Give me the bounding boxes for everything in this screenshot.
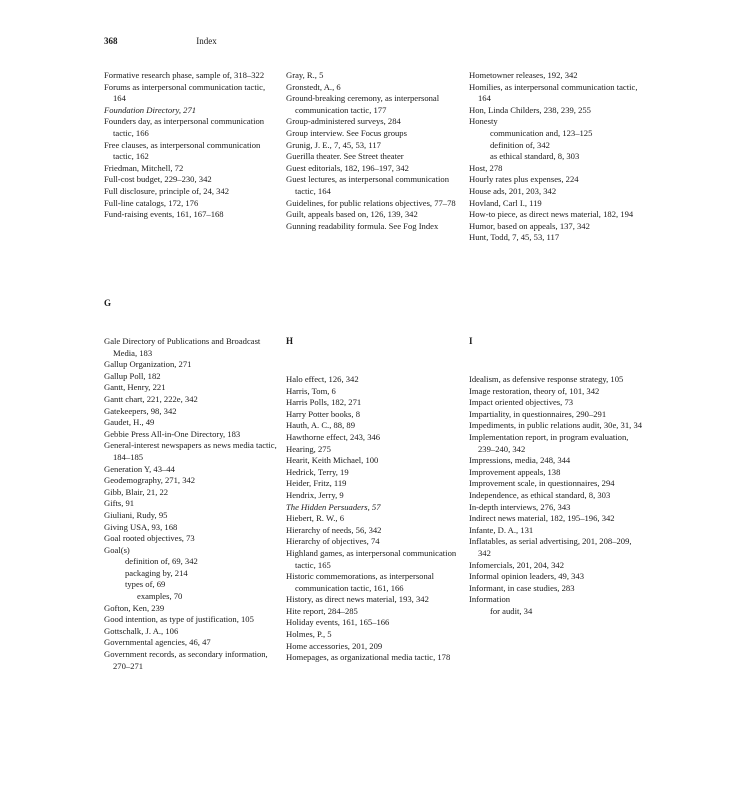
index-entry: Infante, D. A., 131: [469, 524, 534, 535]
index-entry: Friedman, Mitchell, 72: [104, 162, 184, 173]
index-subentry: definition of, 342: [490, 139, 550, 150]
index-entry: Fund-raising events, 161, 167–168: [104, 209, 224, 220]
index-entry: Impressions, media, 248, 344: [469, 455, 571, 466]
index-column-h: [286, 374, 461, 664]
index-entry: Governmental agencies, 46, 47: [104, 637, 211, 648]
index-entry: Full disclosure, principle of, 24, 342: [104, 185, 230, 196]
page-number: 368: [104, 36, 118, 46]
index-entry: Hite report, 284–285: [286, 605, 358, 616]
index-entry: Guerilla theater. See Street theater: [286, 151, 404, 162]
index-entry: Heider, Fritz, 119: [286, 478, 347, 489]
index-entry: Gebbie Press All-in-One Directory, 183: [104, 428, 241, 439]
index-entry: Geodemography, 271, 342: [104, 475, 196, 486]
index-entry: Guilt, appeals based on, 126, 139, 342: [286, 209, 418, 220]
index-entry: Infomercials, 201, 204, 342: [469, 559, 564, 570]
index-entry: Hon, Linda Childers, 238, 239, 255: [469, 104, 591, 115]
index-entry: Gibb, Blair, 21, 22: [104, 486, 169, 497]
index-entry: Group interview. See Focus groups: [286, 127, 407, 138]
index-entry: Hiebert, R. W., 6: [286, 513, 345, 524]
index-entry: Foundation Directory, 271: [104, 104, 197, 115]
index-entry: Grunig, J. E., 7, 45, 53, 117: [286, 139, 381, 150]
index-entry: Hierarchy of objectives, 74: [286, 536, 380, 547]
index-entry: Implementation report, in program evaluation, 239–240, 342: [469, 431, 629, 454]
index-entry: Hunt, Todd, 7, 45, 53, 117: [469, 232, 560, 243]
index-entry: Hierarchy of needs, 56, 342: [286, 524, 382, 535]
index-entry: Harry Potter books, 8: [286, 408, 360, 419]
page-header: [104, 36, 217, 46]
index-entry: Harris, Tom, 6: [286, 385, 336, 396]
index-entry: Gronstedt, A., 6: [286, 81, 341, 92]
section-letter-h: H: [286, 336, 294, 346]
index-entry: Generation Y, 43–44: [104, 463, 175, 474]
index-entry: How-to piece, as direct news material, 182, 194: [469, 209, 634, 220]
index-entry: Image restoration, theory of, 101, 342: [469, 385, 600, 396]
index-entry: Guest editorials, 182, 196–197, 342: [286, 162, 409, 173]
index-subentry: communication and, 123–125: [490, 127, 593, 138]
index-entry: Information: [469, 594, 511, 605]
index-entry: Hedrick, Terry, 19: [286, 466, 349, 477]
index-entry: Homilies, as interpersonal communication tactic, 164: [469, 81, 638, 104]
index-entry: Independence, as ethical standard, 8, 303: [469, 489, 611, 500]
section-letter-g: G: [104, 298, 112, 308]
index-entry: Good intention, as type of justification, 105: [104, 614, 254, 625]
index-subentry: for audit, 34: [490, 605, 533, 616]
index-entry: Gallup Poll, 182: [104, 370, 161, 381]
index-entry: Hearing, 275: [286, 443, 331, 454]
index-entry: Holmes, P., 5: [286, 629, 332, 640]
index-entry: Gaudet, H., 49: [104, 417, 155, 428]
index-entry: Highland games, as interpersonal communication tactic, 165: [286, 547, 457, 570]
index-entry: Founders day, as interpersonal communication tactic, 166: [104, 116, 265, 138]
running-head: Index: [196, 36, 217, 46]
index-entry: Hearit, Keith Michael, 100: [286, 455, 379, 466]
index-entry: In-depth interviews, 276, 343: [469, 501, 571, 512]
index-entry: House ads, 201, 203, 342: [469, 185, 557, 196]
index-entry: Humor, based on appeals, 137, 342: [469, 220, 590, 231]
index-subentry: definition of, 69, 342: [125, 556, 198, 567]
index-entry: Gatekeepers, 98, 342: [104, 405, 177, 416]
index-entry: Hometowner releases, 192, 342: [469, 70, 578, 80]
index-subentry: as ethical standard, 8, 303: [490, 151, 580, 162]
index-entry: Hauth, A. C., 88, 89: [286, 420, 355, 431]
index-entry: Forums as interpersonal communication tactic, 164: [104, 81, 266, 104]
index-entry: Government records, as secondary information, 270–271: [104, 649, 268, 671]
index-entry: Giving USA, 93, 168: [104, 521, 178, 532]
index-entry: Harris Polls, 182, 271: [286, 397, 362, 408]
index-entry: Indirect news material, 182, 195–196, 342: [469, 513, 615, 524]
index-entry: Halo effect, 126, 342: [286, 374, 359, 384]
index-column-f: [104, 70, 279, 221]
section-letter-i: I: [469, 336, 473, 346]
index-entry: Impact oriented objectives, 73: [469, 397, 574, 408]
index-entry: Informant, in case studies, 283: [469, 582, 575, 593]
index-entry: Impediments, in public relations audit, 30e, 31, 34: [469, 420, 643, 431]
index-entry: Ground-breaking ceremony, as interpersonal communication tactic, 177: [286, 93, 440, 115]
index-column-g-continued: [286, 70, 461, 232]
index-entry: Homepages, as organizational media tactic, 178: [286, 652, 451, 663]
index-entry: Giuliani, Rudy, 95: [104, 509, 168, 520]
index-entry: Guidelines, for public relations objectives, 77–78: [286, 197, 456, 208]
index-entry: Gifts, 91: [104, 498, 135, 509]
index-entry: Gunning readability formula. See Fog Index: [286, 220, 439, 231]
index-column-h-continued: [469, 70, 644, 244]
index-entry: Full-line catalogs, 172, 176: [104, 197, 199, 208]
index-entry: Host, 278: [469, 162, 503, 173]
index-entry: Honesty: [469, 116, 498, 127]
index-entry: Idealism, as defensive response strategy, 105: [469, 374, 624, 384]
index-entry: Holiday events, 161, 165–166: [286, 617, 390, 628]
index-entry: History, as direct news material, 193, 342: [286, 594, 429, 605]
index-subsubentry: examples, 70: [137, 591, 183, 602]
index-entry: Informal opinion leaders, 49, 343: [469, 571, 585, 582]
index-entry: Goal rooted objectives, 73: [104, 533, 195, 544]
index-entry: Hovland, Carl I., 119: [469, 197, 542, 208]
index-entry: Historic commemorations, as interpersonal communication tactic, 161, 166: [286, 571, 434, 593]
index-entry: Gray, R., 5: [286, 70, 324, 80]
index-column-i: [469, 374, 644, 617]
index-entry: Inflatables, as serial advertising, 201, 208–209, 342: [469, 536, 632, 558]
index-subentry: packaging by, 214: [125, 567, 188, 578]
index-entry: Guest lectures, as interpersonal communication tactic, 164: [286, 174, 449, 196]
index-entry: Improvement appeals, 138: [469, 466, 561, 477]
index-entry: Formative research phase, sample of, 318–322: [104, 70, 265, 80]
index-entry: Hawthorne effect, 243, 346: [286, 431, 381, 442]
index-entry: Improvement scale, in questionnaires, 294: [469, 478, 615, 489]
index-entry: Group-administered surveys, 284: [286, 116, 401, 127]
index-entry: Gofton, Ken, 239: [104, 602, 165, 613]
index-column-g: [104, 336, 279, 672]
index-entry: Hendrix, Jerry, 9: [286, 489, 344, 500]
index-entry: The Hidden Persuaders, 57: [286, 501, 381, 512]
index-entry: Hourly rates plus expenses, 224: [469, 174, 579, 185]
index-entry: Free clauses, as interpersonal communication tactic, 162: [104, 139, 261, 162]
index-entry: Impartiality, in questionnaires, 290–291: [469, 408, 607, 419]
index-entry: Home accessories, 201, 209: [286, 640, 383, 651]
index-entry: Gantt chart, 221, 222e, 342: [104, 393, 198, 404]
index-entry: Gottschalk, J. A., 106: [104, 625, 179, 636]
index-entry: Goal(s): [104, 544, 130, 555]
index-entry: Gallup Organization, 271: [104, 359, 192, 370]
index-entry: Gale Directory of Publications and Broadcast Media, 183: [104, 336, 261, 358]
index-entry: Full-cost budget, 229–230, 342: [104, 174, 212, 185]
index-entry: Gantt, Henry, 221: [104, 382, 166, 393]
index-subentry: types of, 69: [125, 579, 166, 590]
index-entry: General-interest newspapers as news media tactic, 184–185: [104, 440, 277, 462]
